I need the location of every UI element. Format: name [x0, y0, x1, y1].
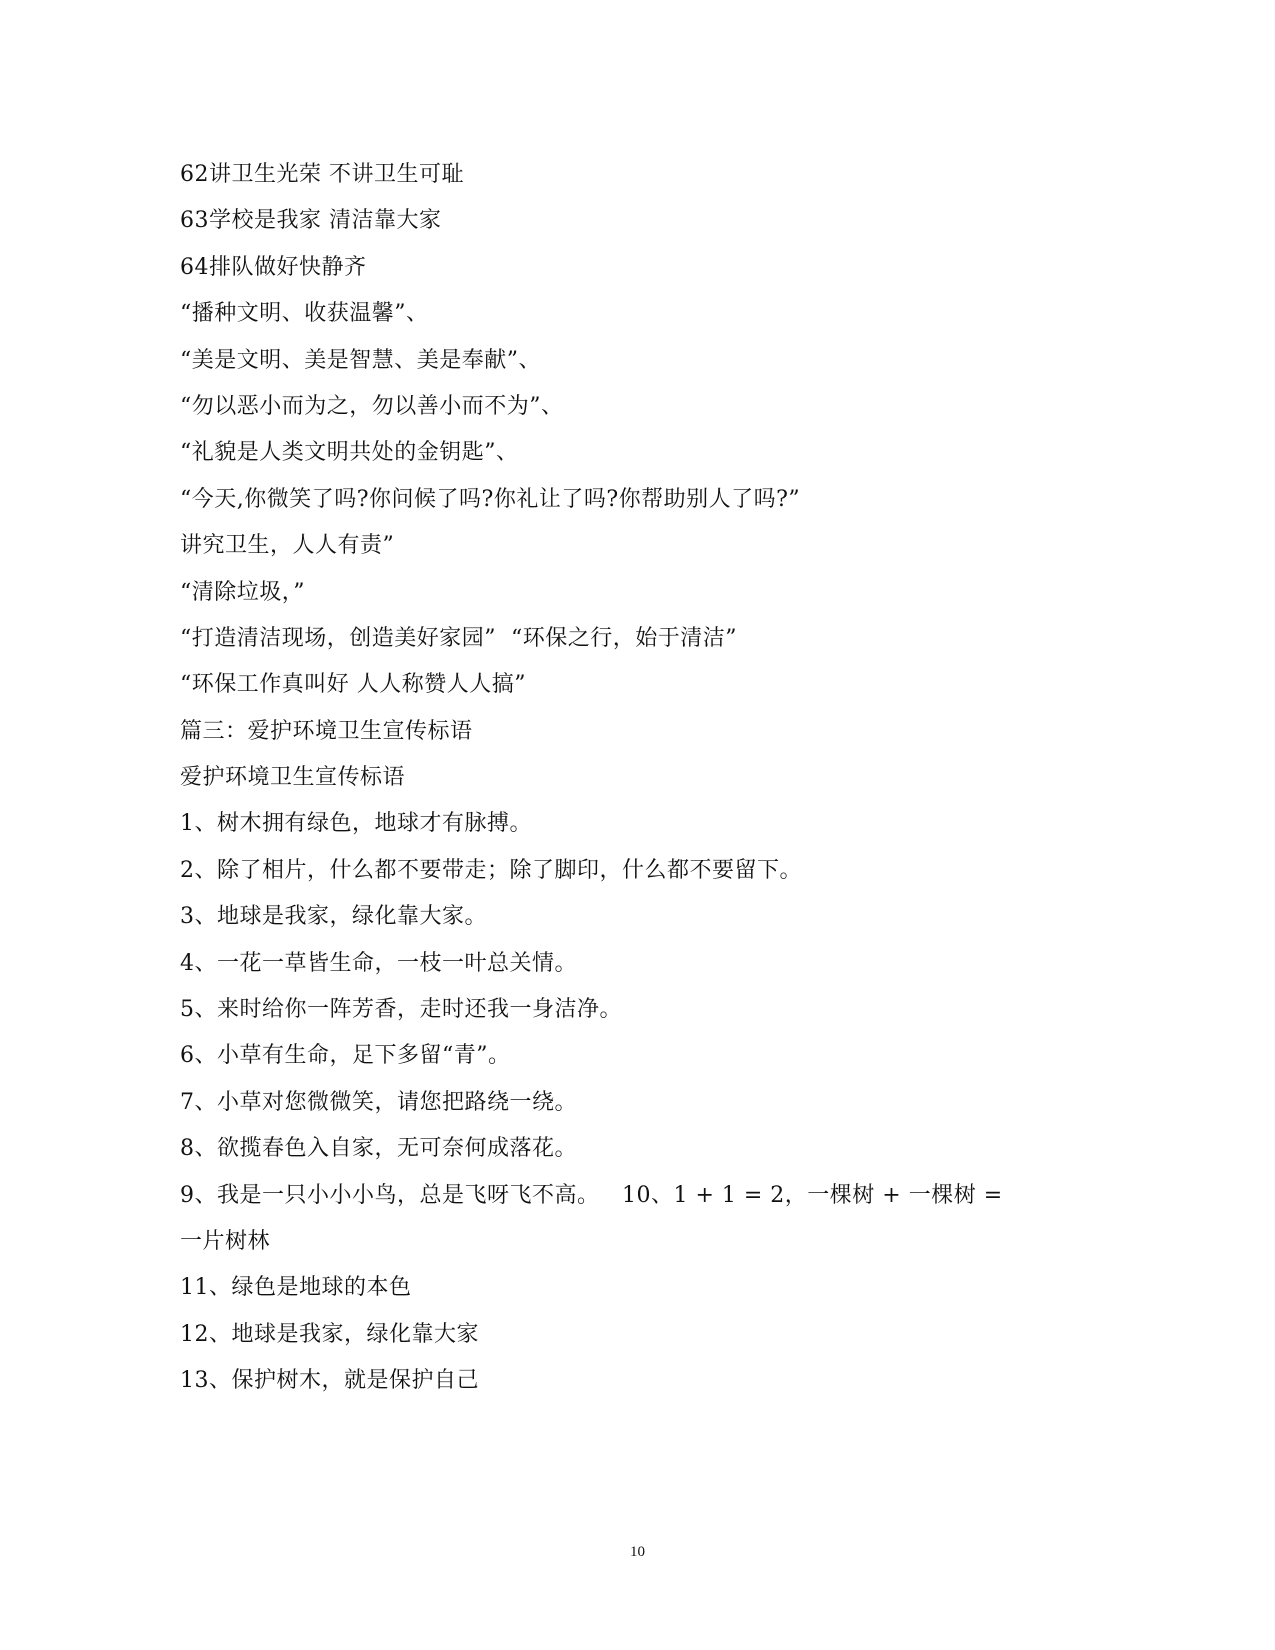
list-item-continuation: 一片树林: [180, 1228, 271, 1254]
text-line: 62讲卫生光荣 不讲卫生可耻: [180, 162, 464, 187]
text-line: “勿以恶小而为之，勿以善小而不为”、: [180, 393, 564, 419]
list-item: 4、一花一草皆生命，一枝一叶总关情。: [180, 950, 577, 976]
list-item: 7、小草对您微微笑，请您把路绕一绕。: [180, 1089, 577, 1115]
list-item: 2、除了相片，什么都不要带走；除了脚印，什么都不要留下。: [180, 857, 802, 883]
list-item: 9、我是一只小小小鸟，总是飞呀飞不高。 10、1 + 1 = 2，一棵树 + 一棵树 =: [180, 1182, 1003, 1208]
list-item: 3、地球是我家，绿化靠大家。: [180, 904, 487, 930]
text-line: “打造清洁现场，创造美好家园” “环保之行，始于清洁”: [180, 625, 737, 651]
list-item: 12、地球是我家，绿化靠大家: [180, 1321, 479, 1347]
text-line: “环保工作真叫好 人人称赞人人搞”: [180, 672, 526, 698]
section-subtitle: 爱护环境卫生宣传标语: [180, 765, 406, 791]
text-line: “播种文明、收获温馨”、: [180, 301, 429, 327]
page-body: [180, 152, 1060, 1405]
list-item: 13、保护树木，就是保护自己: [180, 1368, 479, 1394]
text-line: “清除垃圾，”: [180, 579, 305, 605]
section-heading: 篇三：爱护环境卫生宣传标语: [180, 718, 473, 744]
list-item: 5、来时给你一阵芳香，走时还我一身洁净。: [180, 997, 622, 1023]
list-item: 11、绿色是地球的本色: [180, 1275, 412, 1301]
text-line: “今天,你微笑了吗?你问候了吗?你礼让了吗?你帮助别人了吗?”: [180, 486, 801, 512]
list-item: 6、小草有生命，足下多留“青”。: [180, 1043, 511, 1069]
text-line: 63学校是我家 清洁靠大家: [180, 208, 442, 234]
text-line: 64排队做好快静齐: [180, 254, 367, 280]
text-line: 讲究卫生，人人有责”: [180, 533, 395, 559]
list-item: 8、欲揽春色入自家，无可奈何成落花。: [180, 1136, 577, 1162]
text-line: “礼貌是人类文明共处的金钥匙”、: [180, 440, 519, 466]
page-number: 10: [630, 1544, 645, 1560]
list-item: 1、树木拥有绿色，地球才有脉搏。: [180, 811, 532, 837]
text-line: “美是文明、美是智慧、美是奉献”、: [180, 347, 541, 373]
